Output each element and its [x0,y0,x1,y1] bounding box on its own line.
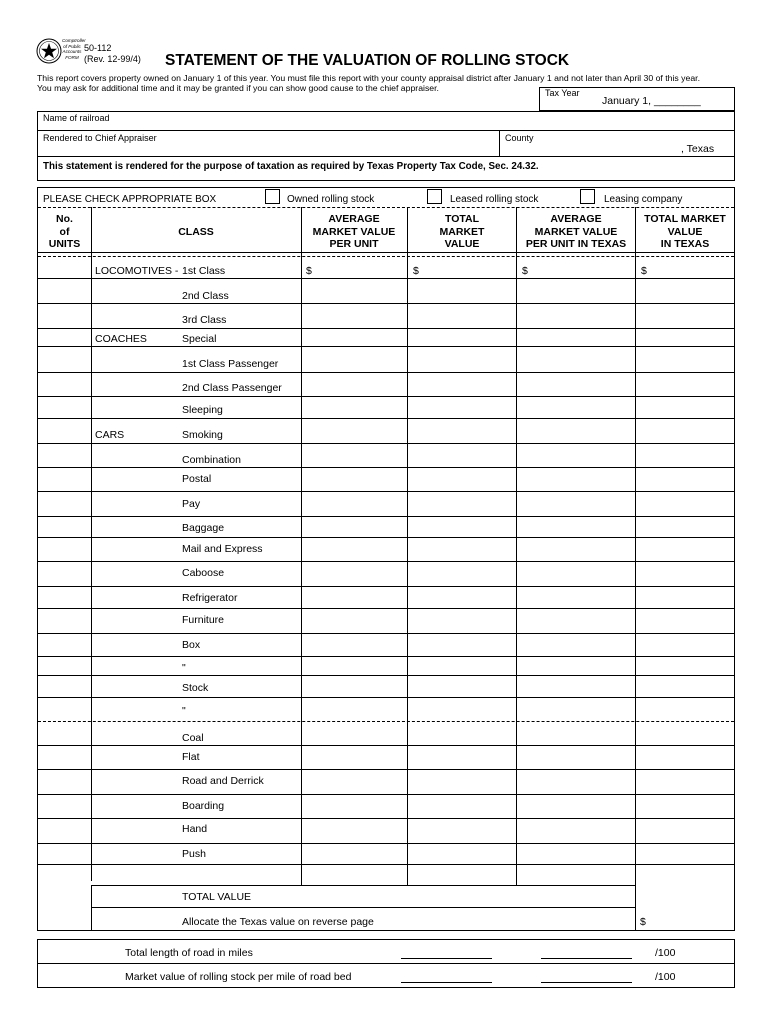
class-row-label: " [182,662,186,674]
leased-rolling-stock-checkbox[interactable] [427,189,442,204]
row-divider [38,633,734,634]
row-divider [38,328,734,329]
class-row-label: Boarding [182,800,225,812]
dollar-avg-value: $ [306,265,312,277]
total-texas-value-field[interactable] [648,910,732,928]
row-divider [38,656,734,657]
col-header-avg-value: AVERAGE MARKET VALUE PER UNIT [312,213,396,250]
class-row-label: Caboose [182,567,225,579]
class-row-label: Push [182,848,206,860]
row-divider [38,346,734,347]
class-row-label: Special [182,333,217,345]
tax-year-label: Tax Year [545,88,580,98]
class-row-label: Smoking [182,429,223,441]
tax-code-statement: This statement is rendered for the purpose of taxation as required by Texas Property Tax Code, Sec. 24.32. [43,161,539,172]
road-length-label: Total length of road in miles [125,947,253,959]
class-row-label: 2nd Class [182,290,229,302]
row-divider [38,516,734,517]
row-divider [38,675,734,676]
total-value-label: TOTAL VALUE [182,891,252,903]
row-divider [38,843,734,844]
group-coaches: COACHES [95,333,147,345]
row-divider [38,697,734,698]
dollar-total-value: $ [413,265,419,277]
class-row-label: 1st Class Passenger [182,358,279,370]
county-texas-suffix: , Texas [681,143,715,155]
row-divider [38,586,734,587]
row-divider [38,608,734,609]
class-row-label: Stock [182,682,209,694]
road-length-field-2[interactable] [541,958,632,959]
chief-appraiser-field[interactable] [38,144,498,156]
class-row-label: Furniture [182,614,225,626]
row-divider [38,769,734,770]
col-header-total-texas: TOTAL MARKET VALUE IN TEXAS [644,213,726,250]
class-row-label: Box [182,639,201,651]
col-header-class: CLASS [178,226,214,238]
class-row-label: Postal [182,473,212,485]
row-divider [38,864,734,865]
market-per-mile-label: Market value of rolling stock per mile of road bed [125,971,352,983]
railroad-name-label: Name of railroad [43,113,110,123]
group-cars: CARS [95,429,125,441]
row-divider [38,818,734,819]
owned-rolling-stock-checkbox[interactable] [265,189,280,204]
leased-rolling-stock-label: Leased rolling stock [450,194,539,205]
allocate-label: Allocate the Texas value on reverse page [182,916,374,928]
class-row-label: Hand [182,823,208,835]
row-divider [38,745,734,746]
col-header-units: No. of UNITS [48,213,81,250]
class-row-label: Refrigerator [182,592,238,604]
rolling-stock-table [37,187,735,931]
form-revision: (Rev. 12-99/4) [84,54,141,64]
row-divider [38,561,734,562]
county-label: County [505,133,534,143]
market-per-mile-field-2[interactable] [541,982,632,983]
form-number: 50-112 [84,43,112,53]
class-row-label: " [182,705,186,717]
county-field[interactable] [500,144,676,156]
group-locomotives: LOCOMOTIVES - [95,265,179,277]
market-per-mile-field-1[interactable] [401,982,492,983]
intro-line-2: You may ask for additional time and it may be granted if you can show good cause to the chief appraiser. [37,83,439,93]
class-row-label: 3rd Class [182,314,227,326]
page-title: STATEMENT OF THE VALUATION OF ROLLING STOCK [165,52,570,69]
class-row-label: Combination [182,454,241,466]
class-row-label: Sleeping [182,404,223,416]
road-length-field-1[interactable] [401,958,492,959]
rendered-to-label: Rendered to Chief Appraiser [43,133,157,143]
star-seal-icon [36,38,62,64]
dollar-avg-texas: $ [522,265,528,277]
class-row-label: 1st Class [182,265,226,277]
road-length-fraction: /100 [655,947,676,959]
row-divider [38,278,734,279]
check-box-prompt: PLEASE CHECK APPROPRIATE BOX [43,194,217,205]
row-divider [38,721,734,722]
agency-name: Comptroller of Public Accounts FORM [62,38,86,60]
class-row-label: 2nd Class Passenger [182,382,282,394]
leasing-company-checkbox[interactable] [580,189,595,204]
class-row-label: Mail and Express [182,543,263,555]
dollar-total-texas: $ [641,265,647,277]
row-divider [38,418,734,419]
row-divider [38,467,734,468]
leasing-company-label: Leasing company [604,194,683,205]
row-divider [38,443,734,444]
intro-line-1: This report covers property owned on January 1 of this year. You must file this report with your county appraisal district after January 1 and not later than April 30 of this year. [37,73,701,83]
class-row-label: Baggage [182,522,225,534]
class-row-label: Road and Derrick [182,775,264,787]
row-divider [38,491,734,492]
class-row-label: Pay [182,498,201,510]
row-divider [38,794,734,795]
tax-year-value: January 1, ________ [602,95,701,107]
row-divider [38,537,734,538]
row-divider [38,396,734,397]
col-header-total-value: TOTAL MARKET VALUE [439,213,485,250]
market-per-mile-fraction: /100 [655,971,676,983]
class-row-label: Coal [182,732,204,744]
owned-rolling-stock-label: Owned rolling stock [287,194,375,205]
row-divider [38,372,734,373]
comptroller-seal [36,38,62,64]
col-header-avg-texas: AVERAGE MARKET VALUE PER UNIT IN TEXAS [525,213,627,250]
class-row-label: Flat [182,751,200,763]
dollar-texas-total: $ [640,916,646,928]
row-divider [38,303,734,304]
